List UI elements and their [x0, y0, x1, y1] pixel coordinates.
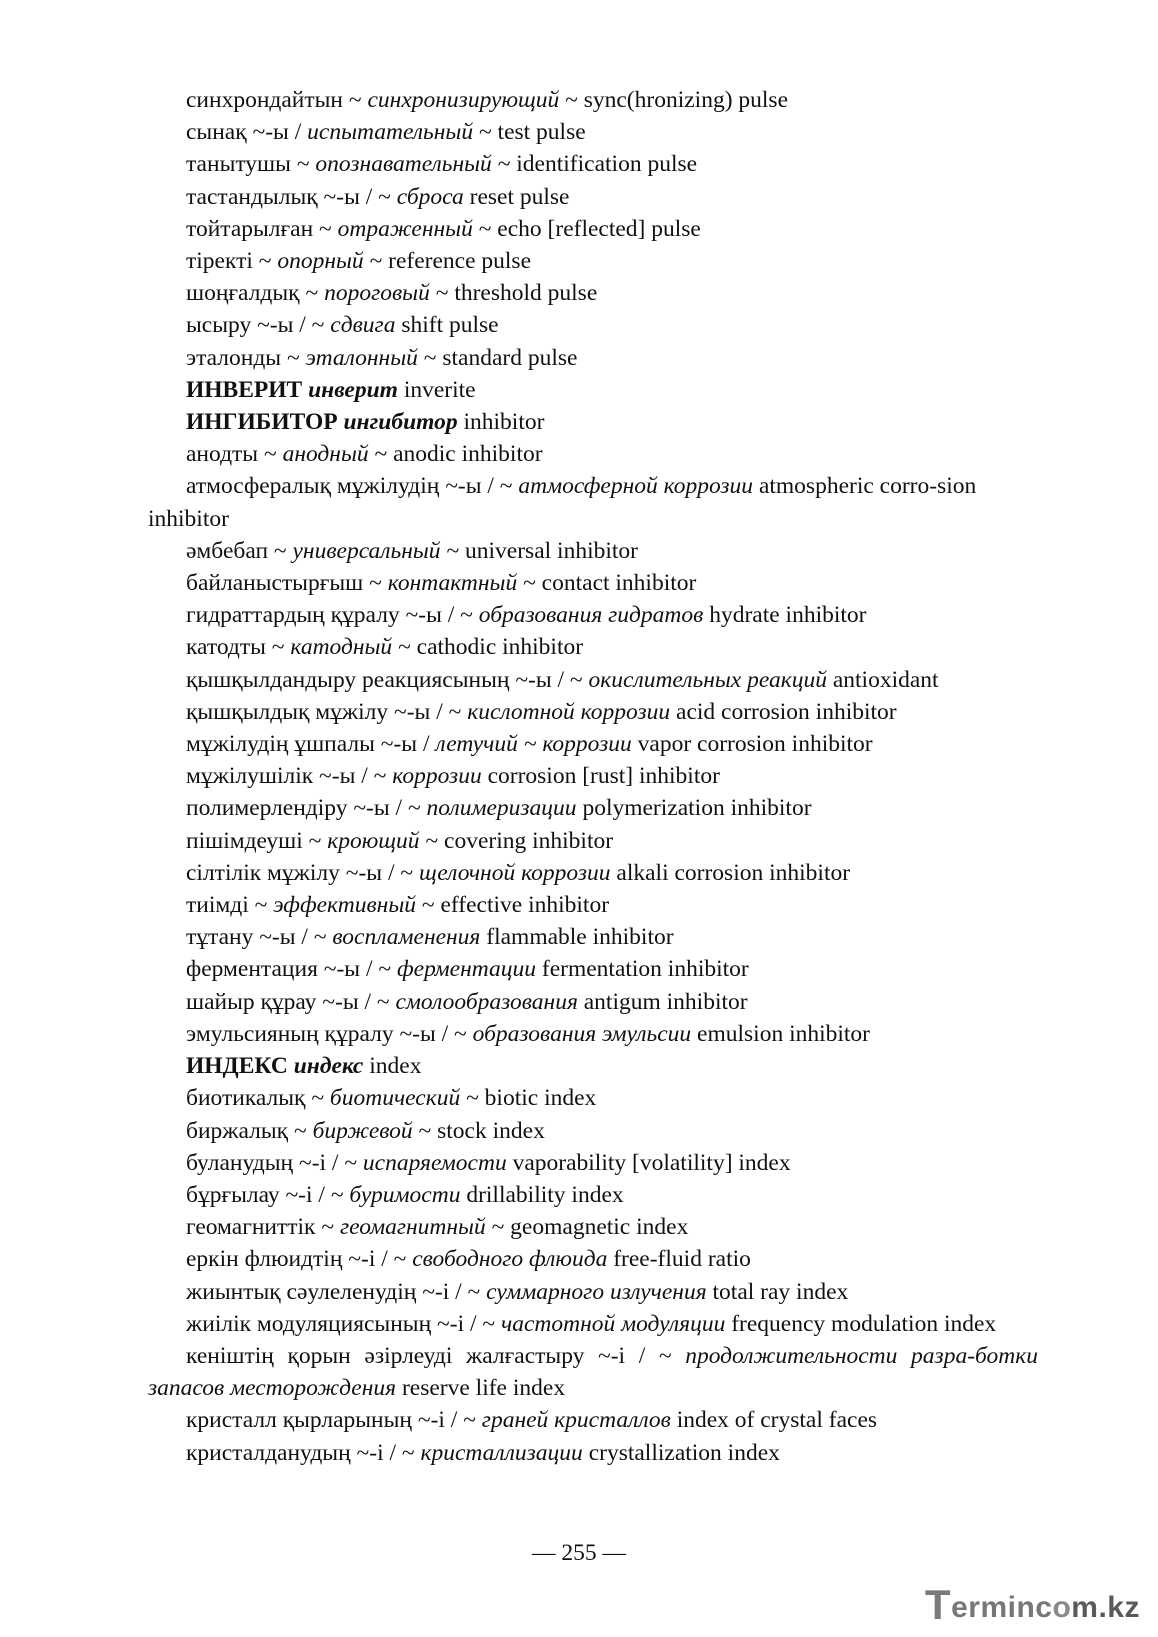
russian-term: отраженный — [337, 215, 473, 242]
russian-term: ферментации — [396, 956, 536, 983]
english-term: frequency modulation index — [725, 1310, 997, 1337]
kazakh-term: шоңғалдық ~ — [186, 280, 325, 307]
kazakh-term: тастандылық ~-ы / ~ — [186, 183, 397, 210]
headword-entry — [148, 406, 1038, 438]
english-term: antigum inhibitor — [577, 988, 748, 1015]
russian-term: индекс — [293, 1053, 364, 1080]
russian-term: смолообразования — [395, 988, 578, 1015]
dictionary-entry — [148, 438, 1038, 470]
russian-term: кроющий — [327, 827, 420, 854]
english-term: shift pulse — [395, 312, 499, 339]
dictionary-entry — [148, 1404, 1038, 1436]
kazakh-term: синхрондайтын ~ — [186, 87, 368, 113]
russian-term: ингибитор — [343, 409, 458, 436]
english-term: acid corrosion inhibitor — [670, 698, 897, 725]
dictionary-entry — [148, 664, 1038, 696]
english-term: emulsion inhibitor — [691, 1020, 871, 1047]
dictionary-entry — [148, 825, 1038, 857]
dictionary-entry — [148, 535, 1038, 567]
dictionary-entry — [148, 1018, 1038, 1050]
kazakh-term: ИНВЕРИТ — [186, 376, 309, 403]
dictionary-entry — [148, 567, 1038, 599]
english-term: ~ universal inhibitor — [440, 537, 638, 564]
russian-term: буримости — [349, 1181, 461, 1208]
kazakh-term: тұтану ~-ы / ~ — [186, 924, 333, 951]
kazakh-term: анодты ~ — [186, 441, 283, 468]
english-term: ~ covering inhibitor — [419, 827, 614, 854]
english-term: ~ biotic index — [460, 1085, 597, 1112]
russian-term: геомагнитный — [339, 1214, 486, 1241]
english-term: ~ echo [reflected] pulse — [472, 215, 701, 242]
russian-term: образования эмульсии — [472, 1020, 692, 1047]
kazakh-term: тиімді ~ — [186, 892, 274, 919]
english-term: atmospheric corro-sion inhibitor — [148, 473, 977, 532]
watermark-letter-t: T — [924, 1581, 952, 1628]
russian-term: летучий ~ коррозии — [435, 731, 632, 758]
dictionary-entry — [148, 696, 1038, 728]
kazakh-term: мұжілушілік ~-ы / ~ — [186, 763, 393, 790]
dictionary-entry — [148, 1276, 1038, 1308]
english-term: ~ anodic inhibitor — [368, 441, 543, 468]
english-term: flammable inhibitor — [480, 924, 674, 951]
dictionary-entry — [148, 1115, 1038, 1147]
russian-term: образования гидратов — [478, 602, 704, 629]
english-term: ~ stock index — [412, 1117, 545, 1144]
english-term: total ray index — [706, 1278, 849, 1305]
dictionary-entry — [148, 342, 1038, 374]
russian-term: контактный — [387, 570, 518, 597]
dictionary-entry — [148, 1082, 1038, 1114]
dictionary-entry — [148, 245, 1038, 277]
dictionary-entry — [148, 953, 1038, 985]
english-term: polymerization inhibitor — [576, 795, 812, 822]
kazakh-term: кристалл қырларының ~-і / ~ — [186, 1407, 482, 1434]
kazakh-term: сынақ ~-ы / — [186, 119, 308, 146]
kazakh-term: атмосфералық мұжілудің ~-ы / ~ — [186, 473, 519, 500]
russian-term: анодный — [282, 441, 369, 468]
kazakh-term: кеніштің қорын әзірлеуді жалғастыру ~-і / ~ — [186, 1342, 686, 1369]
kazakh-term: шайыр құрау ~-ы / ~ — [186, 988, 396, 1015]
headword-entry — [148, 374, 1038, 406]
watermark-text: erminc — [951, 1591, 1053, 1624]
kazakh-term: ИНДЕКС — [186, 1053, 294, 1080]
kazakh-term: катодты ~ — [186, 634, 291, 661]
kazakh-term: еркін флюидтің ~-і / ~ — [186, 1246, 413, 1273]
dictionary-entry — [148, 792, 1038, 824]
watermark-domain: m.kz — [1071, 1591, 1140, 1624]
english-term: drillability index — [460, 1181, 624, 1208]
english-term: ~ cathodic inhibitor — [392, 634, 584, 661]
dictionary-entry — [148, 1211, 1038, 1243]
english-term: ~ sync(hronizing) pulse — [559, 87, 789, 113]
english-term: ~ effective inhibitor — [415, 892, 610, 919]
kazakh-term: байланыстырғыш ~ — [186, 570, 388, 597]
kazakh-term: биотикалық ~ — [186, 1085, 330, 1112]
dictionary-entry — [148, 1179, 1038, 1211]
dictionary-entry — [148, 1147, 1038, 1179]
kazakh-term: полимерлендіру ~-ы / ~ — [186, 795, 427, 822]
kazakh-term: ысыру ~-ы / ~ — [186, 312, 331, 339]
kazakh-term: ИНГИБИТОР — [186, 409, 344, 436]
russian-term: испаряемости — [362, 1149, 507, 1176]
russian-term: инверит — [308, 376, 398, 403]
russian-term: окислительных реакций — [588, 666, 827, 693]
english-term: ~ contact inhibitor — [517, 570, 697, 597]
dictionary-entry — [148, 889, 1038, 921]
kazakh-term: пішімдеуші ~ — [186, 827, 328, 854]
kazakh-term: сілтілік мұжілу ~-ы / ~ — [186, 859, 419, 886]
russian-term: кислотной коррозии — [467, 698, 671, 725]
russian-term: эффективный — [273, 892, 416, 919]
russian-term: кристаллизации — [420, 1439, 583, 1466]
dictionary-entry — [148, 1308, 1038, 1340]
kazakh-term: қышқылдық мұжілу ~-ы / ~ — [186, 698, 468, 725]
dictionary-entry — [148, 309, 1038, 341]
kazakh-term: ферментация ~-ы / ~ — [186, 956, 397, 983]
russian-term: сброса — [396, 183, 464, 210]
english-term: inverite — [397, 376, 476, 403]
russian-term: опорный — [277, 248, 364, 275]
kazakh-term: мұжілудің ұшпалы ~-ы / — [186, 731, 436, 758]
kazakh-term: эмульсияның құралу ~-ы / ~ — [186, 1020, 473, 1047]
russian-term: свободного флюида — [412, 1246, 608, 1273]
russian-term: биржевой — [312, 1117, 413, 1144]
kazakh-term: биржалық ~ — [186, 1117, 313, 1144]
english-term: ~ test pulse — [473, 119, 586, 146]
english-term: fermentation inhibitor — [536, 956, 749, 983]
dictionary-entry — [148, 1437, 1038, 1469]
english-term: reserve life index — [396, 1375, 566, 1402]
dictionary-entry — [148, 84, 1038, 116]
dictionary-entry — [148, 1243, 1038, 1275]
headword-entry — [148, 1050, 1038, 1082]
russian-term: суммарного излучения — [486, 1278, 707, 1305]
kazakh-term: кристалданудың ~-і / ~ — [186, 1439, 421, 1466]
kazakh-term: танытушы ~ — [186, 151, 316, 178]
english-term: corrosion [rust] inhibitor — [481, 763, 720, 790]
russian-term: катодный — [290, 634, 393, 661]
page-number: — 255 — — [532, 1540, 626, 1566]
kazakh-term: тіректі ~ — [186, 248, 278, 275]
dictionary-entry — [148, 857, 1038, 889]
dictionary-page-body — [148, 84, 1038, 1469]
english-term: ~ identification pulse — [491, 151, 698, 178]
kazakh-term: жиілік модуляциясының ~-і / ~ — [186, 1310, 501, 1337]
russian-term: испытательный — [307, 119, 474, 146]
russian-term: синхронизирующий — [367, 87, 560, 113]
dictionary-entry — [148, 1340, 1038, 1404]
kazakh-term: тойтарылған ~ — [186, 215, 338, 242]
dictionary-entry — [148, 148, 1038, 180]
english-term: alkali corrosion inhibitor — [610, 859, 851, 886]
kazakh-term: эталонды ~ — [186, 344, 306, 371]
russian-term: продолжительности разра-ботки запасов месторождения — [148, 1342, 1038, 1402]
russian-term: частотной модуляции — [500, 1310, 726, 1337]
english-term: index — [363, 1053, 422, 1080]
kazakh-term: әмбебап ~ — [186, 537, 293, 564]
english-term: index of crystal faces — [670, 1407, 878, 1434]
english-term: inhibitor — [457, 409, 545, 436]
russian-term: коррозии — [392, 763, 482, 790]
russian-term: щелочной коррозии — [418, 859, 611, 886]
russian-term: опознавательный — [315, 151, 492, 178]
russian-term: граней кристаллов — [481, 1407, 671, 1434]
russian-term: биотический — [329, 1085, 461, 1112]
dictionary-entry — [148, 599, 1038, 631]
kazakh-term: геомагниттік ~ — [186, 1214, 340, 1241]
dictionary-entry — [148, 181, 1038, 213]
english-term: ~ threshold pulse — [429, 280, 598, 307]
english-term: hydrate inhibitor — [703, 602, 867, 629]
russian-term: универсальный — [292, 537, 441, 564]
russian-term: полимеризации — [426, 795, 577, 822]
dictionary-entry — [148, 116, 1038, 148]
termincom-watermark-logo — [924, 1581, 1140, 1628]
dictionary-entry — [148, 631, 1038, 663]
english-term: ~ reference pulse — [363, 248, 532, 275]
dictionary-entry — [148, 728, 1038, 760]
kazakh-term: қышқылдандыру реакциясының ~-ы / ~ — [186, 666, 589, 693]
dictionary-entry — [148, 470, 1038, 534]
russian-term: сдвига — [330, 312, 396, 339]
dictionary-entry — [148, 760, 1038, 792]
russian-term: атмосферной коррозии — [518, 473, 754, 500]
english-term: vaporability [volatility] index — [506, 1149, 791, 1176]
russian-term: воспламенения — [332, 924, 481, 951]
dictionary-entry — [148, 921, 1038, 953]
english-term: crystallization index — [582, 1439, 780, 1466]
kazakh-term: гидраттардың құралу ~-ы / ~ — [186, 602, 479, 629]
kazakh-term: буланудың ~-і / ~ — [186, 1149, 363, 1176]
dictionary-entry — [148, 986, 1038, 1018]
english-term: ~ standard pulse — [417, 344, 578, 371]
watermark-letter-o: o — [1052, 1591, 1072, 1624]
english-term: free-fluid ratio — [607, 1246, 751, 1273]
russian-term: пороговый — [324, 280, 430, 307]
english-term: reset pulse — [463, 183, 570, 210]
russian-term: эталонный — [305, 344, 418, 371]
english-term: ~ geomagnetic index — [485, 1214, 689, 1241]
english-term: antioxidant — [826, 666, 939, 693]
kazakh-term: жиынтық сәулеленудің ~-і / ~ — [186, 1278, 487, 1305]
kazakh-term: бұрғылау ~-і / ~ — [186, 1181, 350, 1208]
dictionary-entry — [148, 277, 1038, 309]
dictionary-entry — [148, 213, 1038, 245]
english-term: vapor corrosion inhibitor — [631, 731, 873, 758]
